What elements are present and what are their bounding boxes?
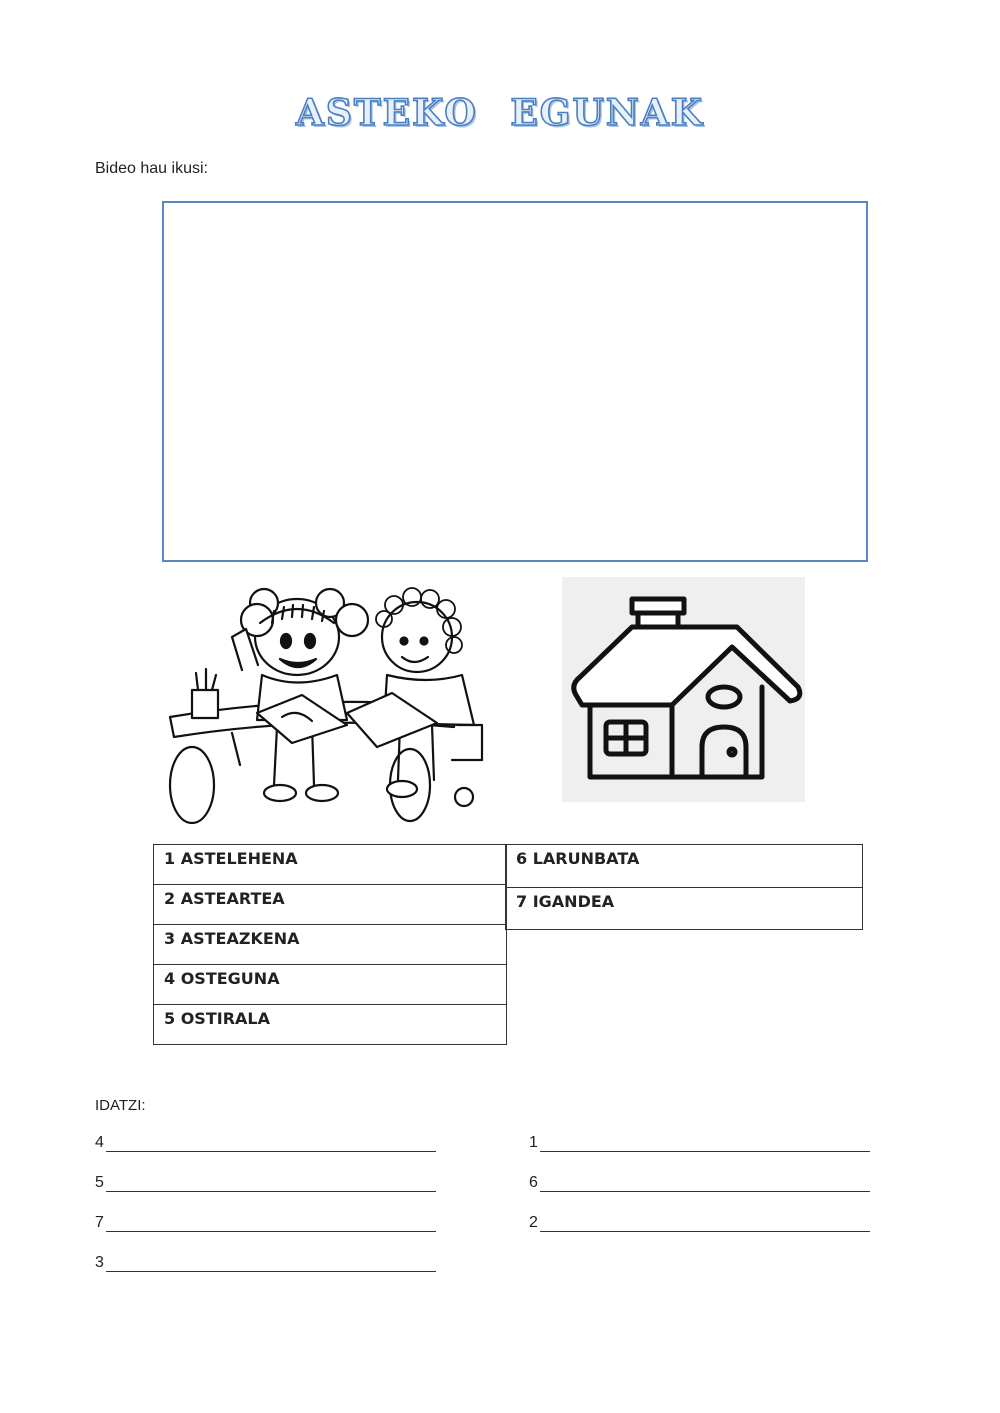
answer-line[interactable] — [95, 1134, 436, 1152]
answer-number: 5 — [95, 1174, 104, 1191]
answer-number: 1 — [529, 1134, 538, 1151]
table-cell-day: 4 OSTEGUNA — [154, 965, 507, 1005]
video-frame[interactable] — [162, 201, 868, 562]
table-cell-day: 6 LARUNBATA — [506, 845, 863, 888]
answer-line[interactable] — [95, 1174, 436, 1192]
write-label: IDATZI: — [95, 1097, 146, 1114]
answer-blank[interactable] — [540, 1137, 870, 1152]
house-illustration — [562, 577, 805, 802]
answer-blank[interactable] — [106, 1137, 436, 1152]
answer-number: 7 — [95, 1214, 104, 1231]
answer-line[interactable] — [95, 1254, 436, 1272]
days-table-right — [505, 844, 863, 930]
answer-line[interactable] — [529, 1174, 870, 1192]
page-title: ASTEKO EGUNAK — [295, 92, 705, 134]
table-cell-day: 2 ASTEARTEA — [154, 885, 507, 925]
answer-blank[interactable] — [106, 1177, 436, 1192]
table-cell-day: 1 ASTELEHENA — [154, 845, 507, 885]
table-cell-day: 5 OSTIRALA — [154, 1005, 507, 1045]
children-drawing-illustration — [162, 575, 498, 827]
answer-blank[interactable] — [540, 1217, 870, 1232]
table-cell-day: 3 ASTEAZKENA — [154, 925, 507, 965]
table-cell-day: 7 IGANDEA — [506, 888, 863, 930]
answer-number: 4 — [95, 1134, 104, 1151]
answer-line[interactable] — [95, 1214, 436, 1232]
instruction-text: Bideo hau ikusi: — [95, 160, 208, 177]
answer-line[interactable] — [529, 1134, 870, 1152]
answer-blank[interactable] — [106, 1257, 436, 1272]
answer-blank[interactable] — [106, 1217, 436, 1232]
answer-number: 3 — [95, 1254, 104, 1271]
answer-line[interactable] — [529, 1214, 870, 1232]
answer-number: 2 — [529, 1214, 538, 1231]
answer-number: 6 — [529, 1174, 538, 1191]
answer-blank[interactable] — [540, 1177, 870, 1192]
days-table-left — [153, 844, 507, 1045]
